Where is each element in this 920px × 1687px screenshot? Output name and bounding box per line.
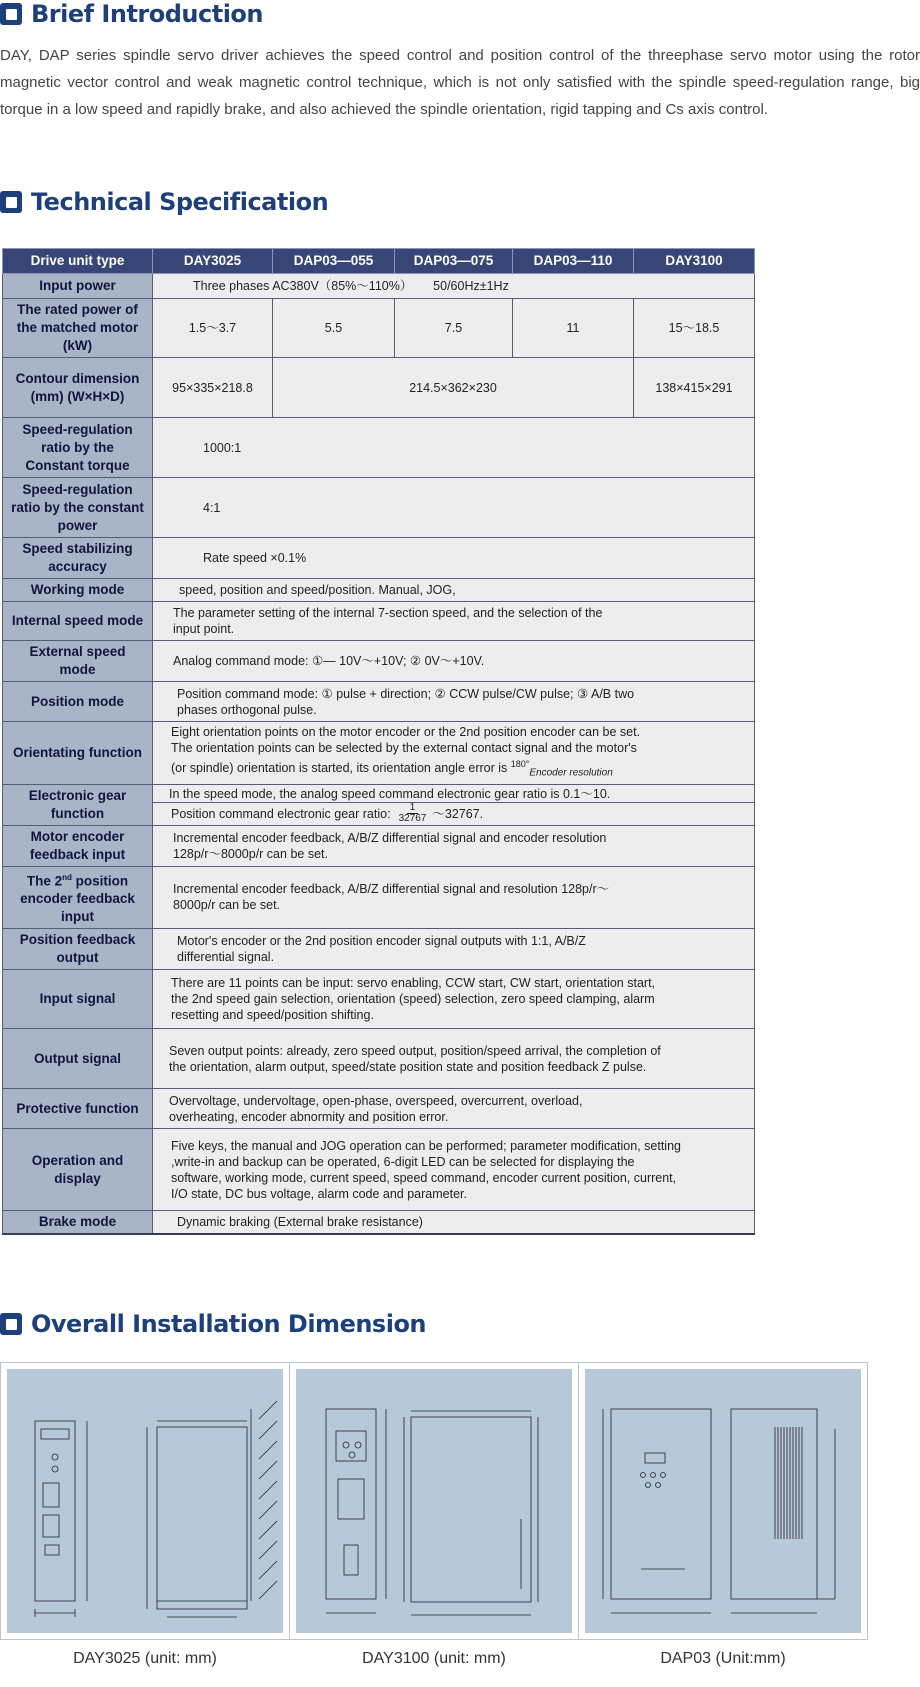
table-row: [3, 1029, 755, 1089]
table-row: [3, 299, 755, 358]
row-value: 4:1: [153, 478, 755, 538]
table-header-row: [3, 249, 755, 274]
row-label: Protective function: [3, 1089, 153, 1129]
install-heading: [0, 1310, 426, 1338]
table-row: [3, 682, 755, 722]
table-row: [3, 1089, 755, 1129]
row-value: Seven output points: already, zero speed output, position/speed arrival, the completion of the orientation, alarm output, speed/state position state and position feedback Z pulse.: [153, 1029, 755, 1089]
header-cell: DAP03—075: [395, 249, 513, 274]
label-sup: nd: [62, 872, 72, 882]
square-bullet-icon: [0, 3, 22, 25]
figure-day3100: [289, 1362, 579, 1640]
table-row: [3, 784, 755, 825]
row-value: Incremental encoder feedback, A/B/Z differential signal and encoder resolution 128p/r～8000p/r can be set.: [153, 825, 755, 866]
row-label: Contour dimension (mm) (W×H×D): [3, 358, 153, 418]
orientating-text: (or spindle) orientation is started, its orientation angle error is: [171, 761, 511, 776]
angle-superscript: 180°: [510, 759, 530, 769]
header-cell: DAY3100: [634, 249, 755, 274]
header-cell: DAP03—110: [513, 249, 634, 274]
table-row: [3, 602, 755, 641]
row-label: [3, 866, 153, 929]
dimension-drawing-dap03: [585, 1369, 861, 1633]
gear-line-2: [153, 803, 754, 825]
row-value: [153, 722, 755, 785]
table-row: [3, 825, 755, 866]
row-label: Electronic gear function: [3, 784, 153, 825]
row-label: Input power: [3, 274, 153, 299]
row-label: Speed-regulation ratio by the constant power: [3, 478, 153, 538]
square-bullet-icon: [0, 1313, 22, 1335]
row-value: 214.5×362×230: [273, 358, 634, 418]
row-value: [153, 784, 755, 825]
row-label: Motor encoder feedback input: [3, 825, 153, 866]
row-value: Overvoltage, undervoltage, open-phase, overspeed, overcurrent, overload, overheating, encoder abnormity and position error.: [153, 1089, 755, 1129]
figure-caption: DAP03 (Unit:mm): [660, 1650, 786, 1667]
table-row: [3, 418, 755, 478]
orientating-line: [171, 756, 746, 782]
row-value: 5.5: [273, 299, 395, 358]
table-row: [3, 1211, 755, 1235]
table-row: [3, 722, 755, 785]
row-label: The rated power of the matched motor (kW): [3, 299, 153, 358]
row-value: Position command mode: ① pulse + direction; ② CCW pulse/CW pulse; ③ A/B two phases orthogonal pulse.: [153, 682, 755, 722]
table-row: [3, 358, 755, 418]
row-label: Speed-regulation ratio by the Constant torque: [3, 418, 153, 478]
orientating-line: The orientation points can be selected by the external contact signal and the motor's: [171, 741, 637, 755]
table-row: [3, 1129, 755, 1211]
row-value: 1.5～3.7: [153, 299, 273, 358]
orientating-line: Eight orientation points on the motor encoder or the 2nd position encoder can be set.: [171, 725, 641, 739]
spec-table: [2, 248, 755, 1235]
gear-fraction: [399, 803, 427, 824]
row-value: speed, position and speed/position. Manual, JOG,: [153, 579, 755, 602]
intro-text: DAY, DAP series spindle servo driver achieves the speed control and position control of the threephase servo motor using the rotor magnetic vector control and weak magnetic control technique, which is not only satisfied with the spindle speed-regulation range, big torque in a low speed and rapidly brake, and also achieved the spindle orientation, rigid tapping and Cs axis control.: [0, 47, 920, 118]
table-row: [3, 641, 755, 682]
table-row: [3, 478, 755, 538]
label-text: position encoder feedback input: [20, 873, 135, 925]
gear-ratio-text: Position command electronic gear ratio:: [171, 806, 391, 821]
row-value: Rate speed ×0.1%: [153, 538, 755, 579]
spec-title: Technical Specification: [31, 188, 329, 216]
header-cell: DAY3025: [153, 249, 273, 274]
label-text: The 2: [26, 873, 63, 889]
figure-caption: DAY3100 (unit: mm): [362, 1650, 506, 1667]
row-label: Output signal: [3, 1029, 153, 1089]
row-label: Internal speed mode: [3, 602, 153, 641]
row-label: Input signal: [3, 970, 153, 1029]
figure-caption: DAY3025 (unit: mm): [73, 1650, 217, 1667]
fraction-numerator: 1: [407, 803, 419, 814]
row-value: Motor's encoder or the 2nd position encoder signal outputs with 1:1, A/B/Z differential signal.: [153, 929, 755, 970]
row-label: Operation and display: [3, 1129, 153, 1211]
row-value: Dynamic braking (External brake resistance): [153, 1211, 755, 1235]
row-value: The parameter setting of the internal 7-section speed, and the selection of the input point.: [153, 602, 755, 641]
row-label: Position feedback output: [3, 929, 153, 970]
dimension-drawing-day3100: [296, 1369, 572, 1633]
row-value: Five keys, the manual and JOG operation can be performed; parameter modification, setting ,write-in and backup can be operated, 6-digit LED can be selected for displaying the software, working mode, current speed, speed command, encoder current position, current, I/O state, DC bus voltage, alarm code and parameter.: [153, 1129, 755, 1211]
table-row: [3, 866, 755, 929]
row-value: Analog command mode: ①— 10V～+10V; ② 0V～+10V.: [153, 641, 755, 682]
figure-day3025: [0, 1362, 290, 1640]
intro-title: Brief Introduction: [31, 0, 264, 28]
row-label: Brake mode: [3, 1211, 153, 1235]
row-value: Incremental encoder feedback, A/B/Z differential signal and resolution 128p/r～ 8000p/r can be set.: [153, 866, 755, 929]
row-label: Working mode: [3, 579, 153, 602]
row-label: External speed mode: [3, 641, 153, 682]
gear-line-1: In the speed mode, the analog speed command electronic gear ratio is 0.1～10.: [153, 785, 754, 803]
row-label: Orientating function: [3, 722, 153, 785]
table-row: [3, 929, 755, 970]
table-row: [3, 970, 755, 1029]
header-cell: Drive unit type: [3, 249, 153, 274]
row-value: 138×415×291: [634, 358, 755, 418]
intro-heading: [0, 0, 263, 28]
table-row: [3, 274, 755, 299]
dimension-drawing-day3025: [7, 1369, 283, 1633]
row-value: 11: [513, 299, 634, 358]
row-label: Position mode: [3, 682, 153, 722]
row-label: Speed stabilizing accuracy: [3, 538, 153, 579]
spec-heading: [0, 188, 328, 216]
table-row: [3, 538, 755, 579]
figure-dap03: [578, 1362, 868, 1640]
row-value: There are 11 points can be input: servo enabling, CCW start, CW start, orientation start, the 2nd speed gain selection, orientation (speed) selection, zero speed clamping, alarm resetting and speed/position shifting.: [153, 970, 755, 1029]
fraction-denominator: 32767: [398, 813, 427, 825]
square-bullet-icon: [0, 191, 22, 213]
gear-ratio-max: ～32767.: [432, 806, 484, 821]
row-value: 1000:1: [153, 418, 755, 478]
install-title: Overall Installation Dimension: [31, 1310, 427, 1338]
row-value: 7.5: [395, 299, 513, 358]
header-cell: DAP03—055: [273, 249, 395, 274]
row-value: Three phases AC380V（85%～110%） 50/60Hz±1Hz: [153, 274, 755, 299]
row-value: 95×335×218.8: [153, 358, 273, 418]
table-row: [3, 579, 755, 602]
row-value: 15～18.5: [634, 299, 755, 358]
resolution-subscript: Encoder resolution: [529, 767, 613, 779]
